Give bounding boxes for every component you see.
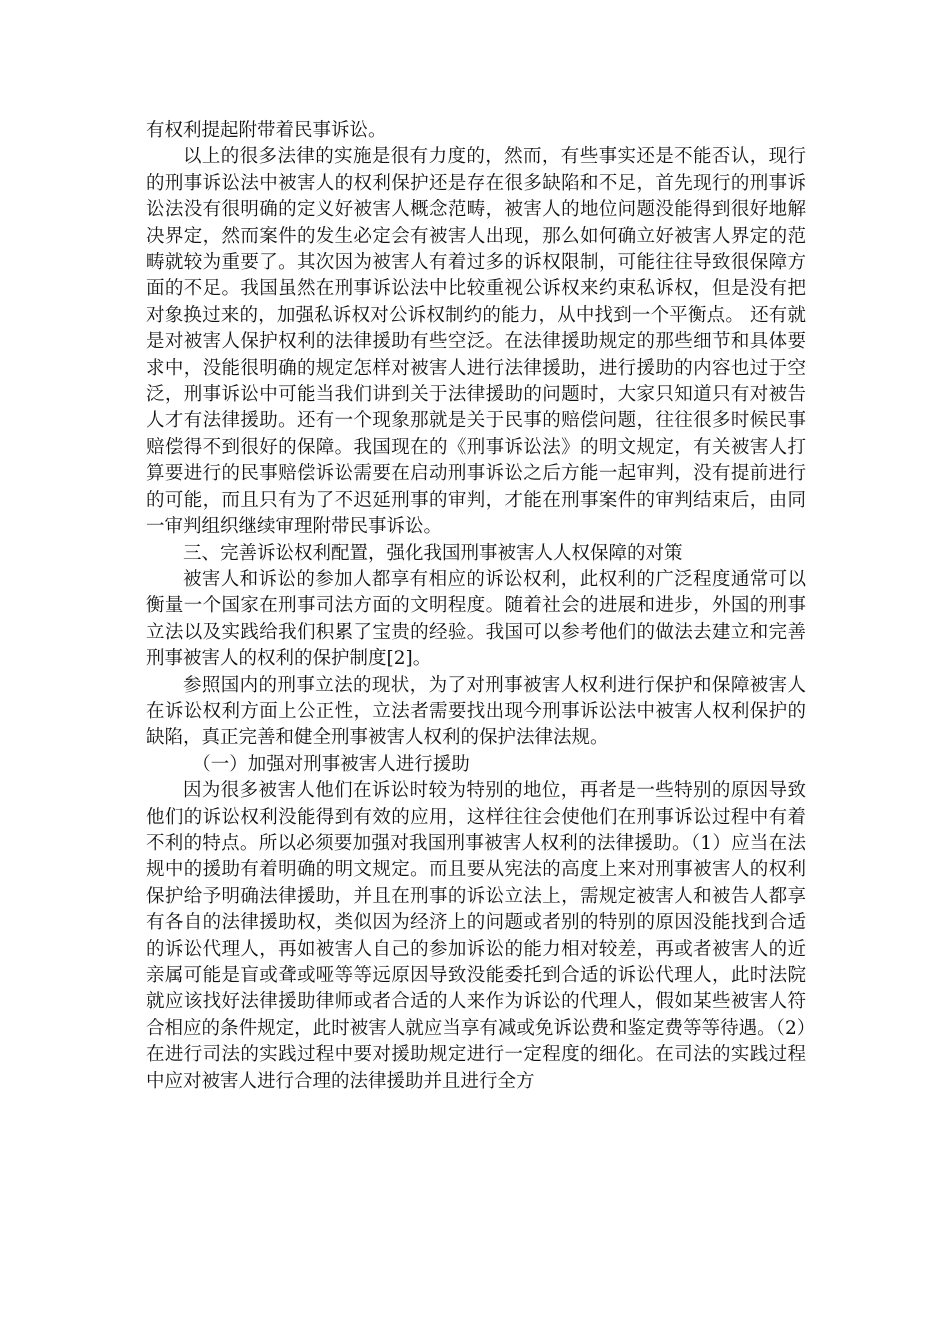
paragraph-litigation-rights: 被害人和诉讼的参加人都享有相应的诉讼权利，此权利的广泛程度通常可以衡量一个国家在刑事司法方面的文明程度。随着社会的进展和进步，外国的刑事立法以及实践给我们积累了宝贵的经验。我国可以参考他们的做法去建立和完善刑事被害人的权利的保护制度[2]。 <box>146 568 806 670</box>
paragraph-legal-aid: 因为很多被害人他们在诉讼时较为特别的地位，再者是一些特别的原因导致他们的诉讼权利没能得到有效的应用，这样往往会使他们在刑事诉讼过程中有着不利的特点。所以必须要加强对我国刑事被害人权利的法律援助。（1）应当在法规中的援助有着明确的明文规定。而且要从宪法的高度上来对刑事被害人的权利保护给予明确法律援助，并且在刑事的诉讼立法上，需规定被害人和被告人都享有各自的法律援助权，类似因为经济上的问题或者别的特别的原因没能找到合适的诉讼代理人，再如被害人自己的参加诉讼的能力相对较差，再或者被害人的近亲属可能是盲或聋或哑等等远原因导致没能委托到合适的诉讼代理人，此时法院就应该找好法律援助律师或者合适的人来作为诉讼的代理人，假如某些被害人符合相应的条件规定，此时被害人就应当享有减或免诉讼费和鉴定费等等待遇。（2）在进行司法的实践过程中要对援助规定进行一定程度的细化。在司法的实践过程中应对被害人进行合理的法律援助并且进行全方 <box>146 780 806 1092</box>
paragraph-domestic-legislation: 参照国内的刑事立法的现状，为了对刑事被害人权利进行保护和保障被害人在诉讼权利方面上公正性，立法者需要找出现今刑事诉讼法中被害人权利保护的缺陷，真正完善和健全刑事被害人权利的保护法律法规。 <box>146 674 806 749</box>
paragraph-continuation: 有权利提起附带着民事诉讼。 <box>146 120 387 141</box>
subsection-heading-one: （一）加强对刑事被害人进行援助 <box>192 753 470 775</box>
document-body <box>146 118 806 1095</box>
paragraph-victim-rights-deficiencies: 以上的很多法律的实施是很有力度的，然而，有些事实还是不能否认，现行的刑事诉讼法中被害人的权利保护还是存在很多缺陷和不足，首先现行的刑事诉讼法没有很明确的定义好被害人概念范畴，被害人的地位问题没能得到很好地解决界定，然而案件的发生必定会有被害人出现，那么如何确立好被害人界定的范畴就较为重要了。其次因为被害人有着过多的诉权限制，可能往往导致很保障方面的不足。我国虽然在刑事诉讼法中比较重视公诉权来约束私诉权，但是没有把对象换过来的，加强私诉权对公诉权制约的能力，从中找到一个平衡点。 还有就是对被害人保护权利的法律援助有些空泛。在法律援助规定的那些细节和具体要求中，没能很明确的规定怎样对被害人进行法律援助，进行援助的内容也过于空泛，刑事诉讼中可能当我们讲到关于法律援助的问题时，大家只知道只有对被告人才有法律援助。还有一个现象那就是关于民事的赔偿问题，往往很多时候民事赔偿得不到很好的保障。我国现在的《刑事诉讼法》的明文规定，有关被害人打算要进行的民事赔偿诉讼需要在启动刑事诉讼之后方能一起审判，没有提前进行的可能，而且只有为了不迟延刑事的审判，才能在刑事案件的审判结束后，由同一审判组织继续审理附带民事诉讼。 <box>146 146 806 538</box>
section-heading-three: 三、完善诉讼权利配置，强化我国刑事被害人人权保障的对策 <box>183 542 683 564</box>
